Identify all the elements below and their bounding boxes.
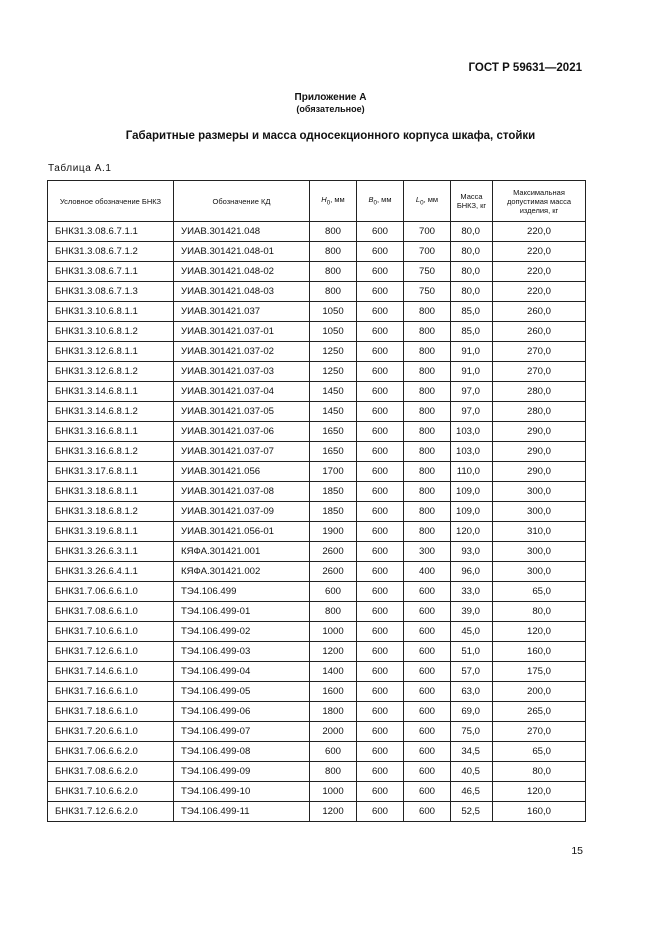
cell-mass: 120,0 [451, 522, 493, 542]
cell-kd: ТЭ4.106.499-07 [174, 722, 310, 742]
cell-length: 600 [404, 682, 451, 702]
cell-designation: БНК31.7.18.6.6.1.0 [48, 702, 174, 722]
cell-mass: 80,0 [451, 282, 493, 302]
cell-max-mass: 290,0 [493, 422, 586, 442]
table-row [48, 382, 586, 402]
cell-designation: БНК31.3.26.6.4.1.1 [48, 562, 174, 582]
cell-mass: 85,0 [451, 302, 493, 322]
cell-mass: 63,0 [451, 682, 493, 702]
cell-kd: ТЭ4.106.499-06 [174, 702, 310, 722]
cell-length: 600 [404, 742, 451, 762]
cell-width: 600 [357, 282, 404, 302]
cell-length: 400 [404, 562, 451, 582]
cell-max-mass: 220,0 [493, 222, 586, 242]
header-max-mass: Максимальная допустимая масса изделия, кг [493, 181, 586, 222]
cell-max-mass: 220,0 [493, 282, 586, 302]
cell-width: 600 [357, 322, 404, 342]
cell-max-mass: 280,0 [493, 382, 586, 402]
cell-mass: 34,5 [451, 742, 493, 762]
cell-kd: ТЭ4.106.499-09 [174, 762, 310, 782]
cell-designation: БНК31.3.08.6.7.1.2 [48, 242, 174, 262]
cell-length: 700 [404, 222, 451, 242]
cell-mass: 40,5 [451, 762, 493, 782]
cell-kd: ТЭ4.106.499 [174, 582, 310, 602]
cell-designation: БНК31.3.10.6.8.1.1 [48, 302, 174, 322]
table-row [48, 422, 586, 442]
cell-kd: УИАВ.301421.037-06 [174, 422, 310, 442]
table-row [48, 322, 586, 342]
table-row [48, 562, 586, 582]
cell-kd: УИАВ.301421.037-07 [174, 442, 310, 462]
cell-mass: 52,5 [451, 802, 493, 822]
cell-width: 600 [357, 582, 404, 602]
cell-designation: БНК31.3.08.6.7.1.1 [48, 222, 174, 242]
table-row [48, 642, 586, 662]
cell-height: 600 [310, 742, 357, 762]
document-title: Габаритные размеры и масса односекционного корпуса шкафа, стойки [125, 130, 536, 142]
cell-kd: ТЭ4.106.499-01 [174, 602, 310, 622]
cell-height: 1450 [310, 382, 357, 402]
cell-height: 1450 [310, 402, 357, 422]
cell-kd: ТЭ4.106.499-03 [174, 642, 310, 662]
cell-height: 800 [310, 762, 357, 782]
cell-designation: БНК31.7.08.6.6.1.0 [48, 602, 174, 622]
cell-kd: ТЭ4.106.499-04 [174, 662, 310, 682]
cell-length: 800 [404, 342, 451, 362]
cell-length: 700 [404, 242, 451, 262]
cell-mass: 109,0 [451, 482, 493, 502]
cell-length: 600 [404, 582, 451, 602]
cell-mass: 97,0 [451, 382, 493, 402]
cell-max-mass: 120,0 [493, 622, 586, 642]
cell-width: 600 [357, 782, 404, 802]
cell-max-mass: 200,0 [493, 682, 586, 702]
appendix-title: Приложение А [294, 92, 367, 103]
cell-designation: БНК31.3.12.6.8.1.2 [48, 362, 174, 382]
cell-max-mass: 65,0 [493, 742, 586, 762]
cell-width: 600 [357, 342, 404, 362]
table-row [48, 362, 586, 382]
cell-max-mass: 290,0 [493, 462, 586, 482]
header-mass: Масса БНКЗ, кг [451, 181, 493, 222]
dimensions-table [47, 180, 586, 822]
cell-kd: КЯФА.301421.002 [174, 562, 310, 582]
cell-width: 600 [357, 742, 404, 762]
cell-kd: УИАВ.301421.037-04 [174, 382, 310, 402]
page-number: 15 [571, 845, 583, 857]
table-row [48, 402, 586, 422]
cell-width: 600 [357, 542, 404, 562]
cell-width: 600 [357, 402, 404, 422]
cell-length: 800 [404, 322, 451, 342]
cell-max-mass: 80,0 [493, 602, 586, 622]
cell-length: 800 [404, 502, 451, 522]
cell-max-mass: 120,0 [493, 782, 586, 802]
cell-height: 1800 [310, 702, 357, 722]
table-row [48, 482, 586, 502]
table-row [48, 542, 586, 562]
cell-width: 600 [357, 482, 404, 502]
table-row [48, 302, 586, 322]
table-row [48, 602, 586, 622]
cell-length: 300 [404, 542, 451, 562]
cell-designation: БНК31.7.14.6.6.1.0 [48, 662, 174, 682]
cell-height: 800 [310, 602, 357, 622]
cell-max-mass: 290,0 [493, 442, 586, 462]
cell-max-mass: 310,0 [493, 522, 586, 542]
cell-max-mass: 300,0 [493, 482, 586, 502]
cell-kd: УИАВ.301421.048-01 [174, 242, 310, 262]
cell-designation: БНК31.3.08.6.7.1.3 [48, 282, 174, 302]
cell-width: 600 [357, 302, 404, 322]
cell-kd: ТЭ4.106.499-05 [174, 682, 310, 702]
cell-length: 600 [404, 782, 451, 802]
cell-mass: 57,0 [451, 662, 493, 682]
table-row [48, 702, 586, 722]
cell-mass: 93,0 [451, 542, 493, 562]
cell-width: 600 [357, 762, 404, 782]
table-row [48, 242, 586, 262]
cell-height: 2600 [310, 562, 357, 582]
cell-height: 800 [310, 262, 357, 282]
cell-height: 800 [310, 282, 357, 302]
cell-mass: 96,0 [451, 562, 493, 582]
cell-kd: ТЭ4.106.499-10 [174, 782, 310, 802]
cell-length: 600 [404, 622, 451, 642]
cell-max-mass: 160,0 [493, 802, 586, 822]
cell-max-mass: 265,0 [493, 702, 586, 722]
cell-kd: УИАВ.301421.048-03 [174, 282, 310, 302]
cell-width: 600 [357, 362, 404, 382]
cell-mass: 91,0 [451, 342, 493, 362]
table-row [48, 462, 586, 482]
table-body [48, 222, 586, 822]
cell-width: 600 [357, 642, 404, 662]
cell-max-mass: 270,0 [493, 362, 586, 382]
cell-kd: УИАВ.301421.037-05 [174, 402, 310, 422]
cell-kd: ТЭ4.106.499-08 [174, 742, 310, 762]
table-row [48, 722, 586, 742]
cell-designation: БНК31.3.14.6.8.1.2 [48, 402, 174, 422]
cell-max-mass: 80,0 [493, 762, 586, 782]
cell-max-mass: 300,0 [493, 542, 586, 562]
cell-width: 600 [357, 502, 404, 522]
cell-max-mass: 65,0 [493, 582, 586, 602]
cell-max-mass: 270,0 [493, 342, 586, 362]
cell-width: 600 [357, 522, 404, 542]
cell-length: 600 [404, 602, 451, 622]
cell-designation: БНК31.7.12.6.6.2.0 [48, 802, 174, 822]
cell-designation: БНК31.3.10.6.8.1.2 [48, 322, 174, 342]
cell-max-mass: 300,0 [493, 562, 586, 582]
cell-length: 800 [404, 462, 451, 482]
cell-width: 600 [357, 702, 404, 722]
cell-width: 600 [357, 802, 404, 822]
cell-height: 1650 [310, 422, 357, 442]
cell-mass: 85,0 [451, 322, 493, 342]
cell-max-mass: 260,0 [493, 302, 586, 322]
cell-designation: БНК31.3.16.6.8.1.1 [48, 422, 174, 442]
cell-width: 600 [357, 462, 404, 482]
cell-mass: 97,0 [451, 402, 493, 422]
table-row [48, 342, 586, 362]
cell-designation: БНК31.3.18.6.8.1.1 [48, 482, 174, 502]
cell-mass: 103,0 [451, 442, 493, 462]
cell-designation: БНК31.3.17.6.8.1.1 [48, 462, 174, 482]
cell-designation: БНК31.7.20.6.6.1.0 [48, 722, 174, 742]
cell-height: 1250 [310, 362, 357, 382]
cell-designation: БНК31.3.12.6.8.1.1 [48, 342, 174, 362]
standard-number: ГОСТ Р 59631—2021 [468, 62, 582, 74]
cell-height: 1600 [310, 682, 357, 702]
cell-mass: 80,0 [451, 222, 493, 242]
cell-mass: 80,0 [451, 242, 493, 262]
table-row [48, 522, 586, 542]
cell-length: 600 [404, 762, 451, 782]
cell-height: 1650 [310, 442, 357, 462]
cell-designation: БНК31.7.16.6.6.1.0 [48, 682, 174, 702]
cell-width: 600 [357, 262, 404, 282]
cell-max-mass: 220,0 [493, 262, 586, 282]
cell-max-mass: 160,0 [493, 642, 586, 662]
cell-mass: 33,0 [451, 582, 493, 602]
cell-width: 600 [357, 562, 404, 582]
cell-designation: БНК31.7.06.6.6.2.0 [48, 742, 174, 762]
cell-kd: УИАВ.301421.037-03 [174, 362, 310, 382]
cell-mass: 103,0 [451, 422, 493, 442]
table-row [48, 762, 586, 782]
cell-designation: БНК31.7.08.6.6.2.0 [48, 762, 174, 782]
table-row [48, 442, 586, 462]
cell-height: 1000 [310, 782, 357, 802]
cell-height: 1200 [310, 642, 357, 662]
cell-width: 600 [357, 682, 404, 702]
cell-width: 600 [357, 222, 404, 242]
cell-kd: КЯФА.301421.001 [174, 542, 310, 562]
cell-length: 800 [404, 482, 451, 502]
cell-height: 1700 [310, 462, 357, 482]
table-row [48, 582, 586, 602]
cell-kd: УИАВ.301421.037-02 [174, 342, 310, 362]
cell-height: 600 [310, 582, 357, 602]
cell-height: 1850 [310, 482, 357, 502]
cell-height: 1050 [310, 322, 357, 342]
cell-designation: БНК31.3.18.6.8.1.2 [48, 502, 174, 522]
cell-kd: ТЭ4.106.499-11 [174, 802, 310, 822]
cell-kd: УИАВ.301421.037-01 [174, 322, 310, 342]
cell-height: 1900 [310, 522, 357, 542]
cell-width: 600 [357, 602, 404, 622]
cell-mass: 80,0 [451, 262, 493, 282]
cell-height: 800 [310, 222, 357, 242]
cell-height: 1250 [310, 342, 357, 362]
cell-mass: 51,0 [451, 642, 493, 662]
cell-length: 800 [404, 442, 451, 462]
cell-height: 1050 [310, 302, 357, 322]
cell-width: 600 [357, 442, 404, 462]
cell-length: 750 [404, 282, 451, 302]
table-row [48, 742, 586, 762]
cell-max-mass: 300,0 [493, 502, 586, 522]
table-caption: Таблица А.1 [48, 163, 112, 174]
table-row [48, 502, 586, 522]
cell-length: 800 [404, 302, 451, 322]
cell-kd: УИАВ.301421.048-02 [174, 262, 310, 282]
cell-mass: 46,5 [451, 782, 493, 802]
cell-height: 1850 [310, 502, 357, 522]
cell-mass: 69,0 [451, 702, 493, 722]
cell-height: 800 [310, 242, 357, 262]
cell-designation: БНК31.3.19.6.8.1.1 [48, 522, 174, 542]
cell-designation: БНК31.7.10.6.6.1.0 [48, 622, 174, 642]
table-row [48, 282, 586, 302]
table-row [48, 662, 586, 682]
appendix-status: (обязательное) [296, 104, 365, 114]
cell-length: 800 [404, 422, 451, 442]
cell-length: 750 [404, 262, 451, 282]
cell-width: 600 [357, 722, 404, 742]
cell-kd: УИАВ.301421.037 [174, 302, 310, 322]
cell-max-mass: 270,0 [493, 722, 586, 742]
cell-height: 1000 [310, 622, 357, 642]
table-row [48, 262, 586, 282]
cell-length: 600 [404, 662, 451, 682]
cell-length: 800 [404, 362, 451, 382]
cell-height: 2000 [310, 722, 357, 742]
cell-width: 600 [357, 382, 404, 402]
header-length: $L_0$, мм [404, 181, 451, 222]
cell-length: 600 [404, 722, 451, 742]
cell-designation: БНК31.7.12.6.6.1.0 [48, 642, 174, 662]
cell-mass: 75,0 [451, 722, 493, 742]
cell-kd: УИАВ.301421.037-08 [174, 482, 310, 502]
table-row [48, 782, 586, 802]
cell-height: 1200 [310, 802, 357, 822]
cell-mass: 39,0 [451, 602, 493, 622]
cell-mass: 110,0 [451, 462, 493, 482]
cell-length: 800 [404, 522, 451, 542]
cell-designation: БНК31.3.16.6.8.1.2 [48, 442, 174, 462]
cell-length: 600 [404, 642, 451, 662]
cell-height: 1400 [310, 662, 357, 682]
cell-mass: 91,0 [451, 362, 493, 382]
cell-mass: 109,0 [451, 502, 493, 522]
cell-kd: УИАВ.301421.056-01 [174, 522, 310, 542]
cell-kd: ТЭ4.106.499-02 [174, 622, 310, 642]
cell-designation: БНК31.7.10.6.6.2.0 [48, 782, 174, 802]
table-row [48, 802, 586, 822]
cell-height: 2600 [310, 542, 357, 562]
cell-max-mass: 280,0 [493, 402, 586, 422]
cell-length: 600 [404, 802, 451, 822]
header-kd: Обозначение КД [174, 181, 310, 222]
cell-kd: УИАВ.301421.048 [174, 222, 310, 242]
cell-width: 600 [357, 622, 404, 642]
cell-max-mass: 220,0 [493, 242, 586, 262]
cell-designation: БНК31.3.14.6.8.1.1 [48, 382, 174, 402]
cell-kd: УИАВ.301421.056 [174, 462, 310, 482]
cell-designation: БНК31.3.08.6.7.1.1 [48, 262, 174, 282]
cell-designation: БНК31.7.06.6.6.1.0 [48, 582, 174, 602]
table-header-row [48, 181, 586, 222]
cell-length: 800 [404, 402, 451, 422]
table-row [48, 682, 586, 702]
cell-length: 600 [404, 702, 451, 722]
cell-kd: УИАВ.301421.037-09 [174, 502, 310, 522]
cell-length: 800 [404, 382, 451, 402]
header-designation: Условное обозначение БНКЗ [48, 181, 174, 222]
header-height: $H_0$, мм [310, 181, 357, 222]
table-row [48, 222, 586, 242]
cell-width: 600 [357, 422, 404, 442]
cell-max-mass: 175,0 [493, 662, 586, 682]
cell-designation: БНК31.3.26.6.3.1.1 [48, 542, 174, 562]
cell-mass: 45,0 [451, 622, 493, 642]
cell-width: 600 [357, 662, 404, 682]
header-width: $B_0$, мм [357, 181, 404, 222]
table-row [48, 622, 586, 642]
cell-width: 600 [357, 242, 404, 262]
cell-max-mass: 260,0 [493, 322, 586, 342]
